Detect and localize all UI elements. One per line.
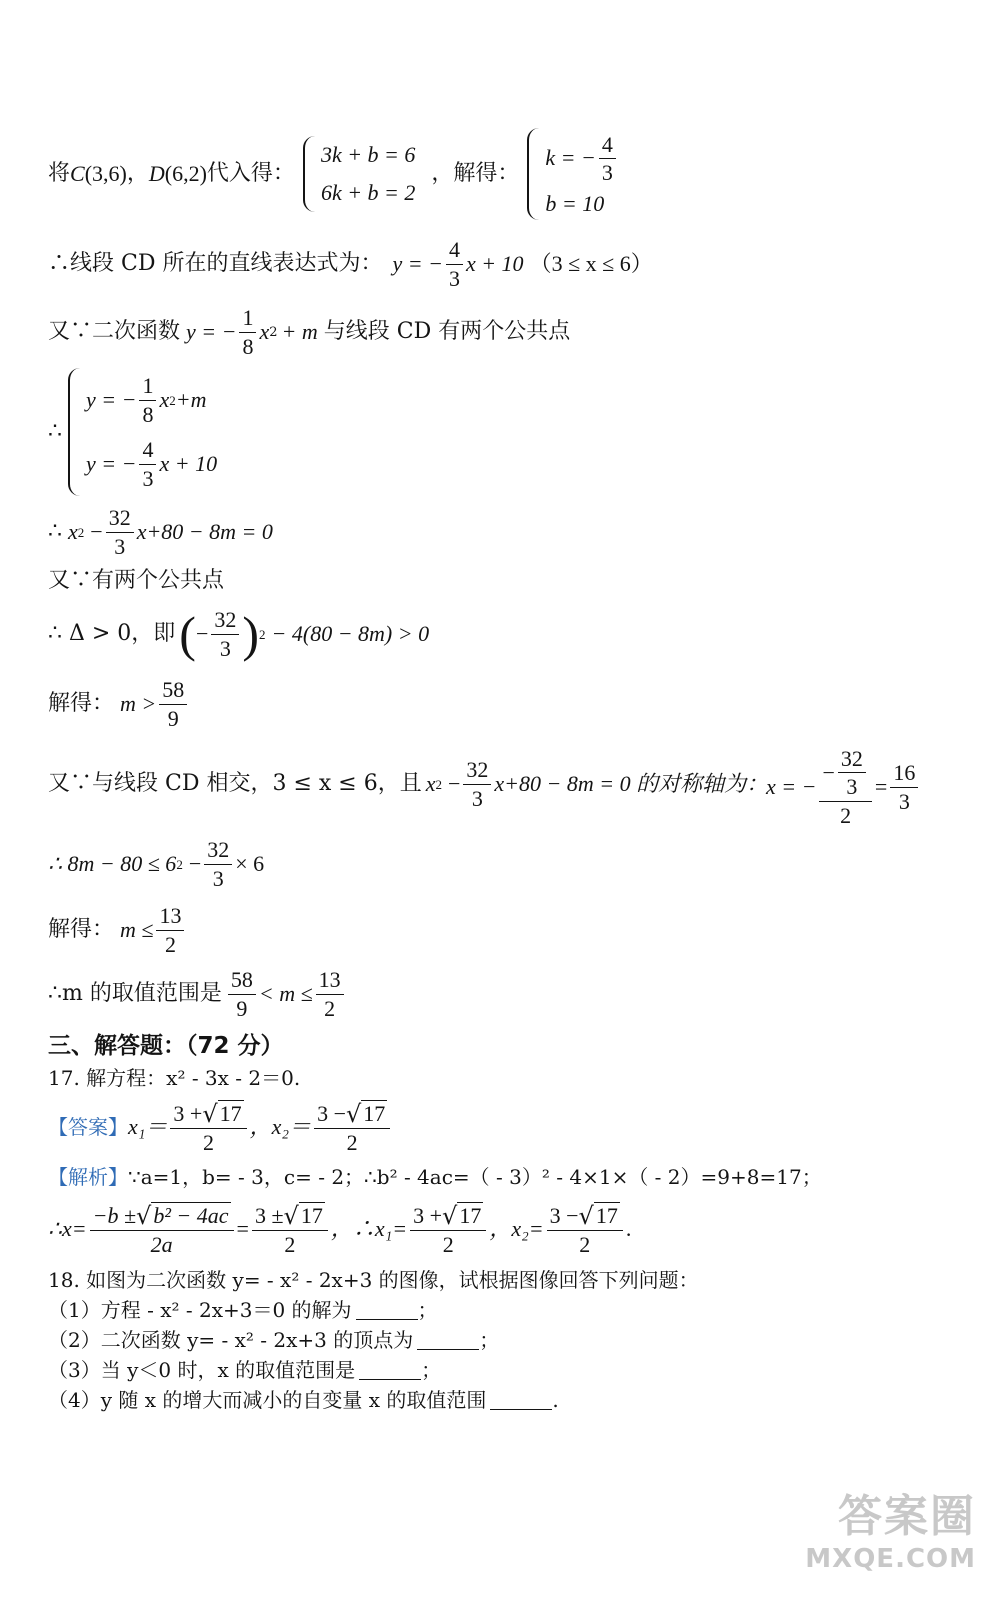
fraction (159, 678, 187, 729)
radicand: 17 (459, 1203, 482, 1229)
answer-blank[interactable] (417, 1331, 479, 1350)
fraction (139, 438, 156, 489)
text: y = − (186, 319, 237, 344)
text: 又∵二次函数 (48, 319, 181, 344)
fraction (410, 1202, 486, 1255)
denominator: 8 (242, 333, 254, 359)
denominator: 3 (471, 785, 483, 811)
text: ∴ Δ > 0，即 (48, 621, 176, 646)
numerator: 32 (204, 838, 232, 864)
line-quadratic (48, 304, 570, 360)
text: 代入得： (206, 161, 295, 186)
denominator: 2 (164, 931, 176, 957)
text: 解得： (48, 691, 115, 716)
exponent: 2 (269, 324, 278, 340)
numerator: 32 (838, 747, 866, 773)
fraction (156, 904, 184, 955)
numerator: 4 (599, 133, 616, 159)
text: 3 − (549, 1203, 579, 1229)
question-18-part-3 (48, 1358, 441, 1382)
radical-sign: √ (578, 1201, 594, 1230)
equation-system-1 (303, 136, 415, 212)
fraction (139, 374, 156, 425)
fraction (170, 1100, 246, 1153)
answer-blank[interactable] (356, 1301, 418, 1320)
fraction (239, 306, 256, 357)
radicand: 17 (219, 1101, 242, 1127)
text: ∴ 8m − 80 ≤ 6 (48, 851, 177, 876)
text: 又∵有两个公共点 (48, 568, 225, 593)
denominator: 3 (212, 865, 224, 891)
text: k = − (545, 145, 596, 171)
denominator: 2 (203, 1129, 215, 1155)
brace (303, 136, 315, 212)
numerator: 4 (139, 438, 156, 464)
watermark-url: MXQE.COM (805, 1544, 976, 1574)
equation-system-3 (68, 368, 217, 496)
answer-tag: 【答案】 (48, 1115, 128, 1139)
radicand: 17 (300, 1203, 323, 1229)
denominator: 2 (324, 995, 336, 1021)
text: 3 ± (254, 1203, 284, 1229)
question-18-part-4 (48, 1388, 559, 1412)
fraction (228, 968, 256, 1019)
radical-sign: √ (442, 1201, 458, 1230)
paren: ) (242, 606, 260, 662)
fraction (599, 133, 616, 184)
text: y = − (86, 451, 137, 476)
equation-row: b = 10 (545, 191, 605, 217)
numerator (410, 1202, 486, 1230)
text: （2）二次函数 y= - x² - 2x+3 的顶点为 (48, 1328, 414, 1352)
fraction (106, 506, 134, 557)
numerator (819, 747, 871, 801)
denominator: 3 (601, 159, 613, 185)
text: 又∵与线段 CD 相交，3 ≤ x ≤ 6，且 (48, 771, 422, 796)
numerator (252, 1202, 328, 1230)
text: +m (175, 387, 207, 412)
fraction (90, 1202, 234, 1255)
text: x (68, 519, 78, 544)
denominator: 3 (898, 788, 910, 814)
exponent: 2 (435, 776, 442, 792)
watermark-text: 答案圈 (838, 1491, 976, 1542)
equation-row: 6k + b = 2 (320, 180, 416, 205)
sqrt (442, 1201, 483, 1230)
fraction (316, 968, 344, 1019)
brace (527, 128, 539, 220)
text: x+80 − 8m = 0 的对称轴为： (494, 771, 769, 796)
exponent: 2 (176, 856, 183, 872)
numerator: 58 (159, 678, 187, 704)
numerator: 13 (156, 904, 184, 930)
fraction (890, 761, 918, 812)
text: 3 + (173, 1101, 203, 1127)
numerator: 32 (211, 608, 239, 634)
numerator: 1 (139, 374, 156, 400)
denominator: 2 (840, 802, 852, 828)
text: ，x₂＝ (249, 1114, 312, 1139)
text: x + 10 (159, 451, 218, 476)
text: − (195, 621, 209, 646)
text: （3 ≤ x ≤ 6） (529, 251, 653, 276)
text: ， (126, 161, 149, 186)
radicand: 17 (363, 1101, 386, 1127)
denominator: 3 (448, 265, 460, 291)
fraction (314, 1100, 390, 1153)
equation-system-2 (527, 128, 618, 220)
denominator: 3 (219, 635, 231, 661)
text: x + 10 (465, 251, 524, 276)
line-inequality (48, 836, 264, 892)
line-substitute (48, 128, 619, 220)
denominator: 3 (846, 774, 858, 800)
question-18: 18. 如图为二次函数 y= - x² - 2x+3 的图像，试根据图像回答下列问题： (48, 1268, 699, 1292)
watermark-logo (805, 1480, 976, 1574)
text: ； (479, 1328, 500, 1352)
analysis-17 (48, 1164, 822, 1190)
denominator: 2 (579, 1231, 591, 1257)
text: 解得： (48, 917, 115, 942)
exponent: 2 (169, 392, 176, 408)
sqrt (578, 1201, 620, 1230)
text: − (822, 760, 835, 786)
question-18-part-2 (48, 1328, 499, 1352)
text: . (552, 1388, 559, 1412)
text: = (874, 774, 888, 799)
denominator: 9 (236, 995, 248, 1021)
axis-of-symmetry-formula (766, 742, 921, 832)
question-18-part-1 (48, 1298, 438, 1322)
answer-blank[interactable] (359, 1361, 421, 1380)
text: ∵a=1，b= - 3，c= - 2；∴b² - 4ac=（ - 3）² - 4×1×（ - 2）=9+8=17； (128, 1165, 822, 1189)
radical-sign: √ (202, 1099, 218, 1128)
text: = (236, 1216, 249, 1241)
text: −b ± (92, 1203, 137, 1229)
numerator (547, 1202, 623, 1230)
text: m > (120, 691, 157, 716)
point-c: C (70, 161, 85, 186)
fraction (463, 758, 491, 809)
equation-row: 3k + b = 6 (320, 142, 416, 167)
text: − (188, 851, 202, 876)
denominator: 3 (114, 533, 126, 559)
sqrt (136, 1201, 231, 1230)
sqrt (202, 1099, 243, 1128)
text: x (259, 319, 270, 344)
numerator (170, 1100, 246, 1128)
text: ∴x= (48, 1216, 87, 1241)
line-m-range (48, 966, 347, 1022)
text: ，解得： (431, 161, 520, 186)
text: m ≤ (120, 917, 154, 942)
radical-sign: √ (345, 1099, 362, 1128)
text: . (625, 1216, 632, 1241)
fraction (204, 838, 232, 889)
numerator: 16 (890, 761, 918, 787)
point-c-coord: (3,6) (84, 161, 127, 186)
text: （1）方程 - x² - 2x+3＝0 的解为 (48, 1298, 352, 1322)
numerator: 13 (316, 968, 344, 994)
paren: ( (179, 606, 196, 662)
numerator: 58 (228, 968, 256, 994)
radicand: 17 (595, 1203, 618, 1229)
radicand: b² − 4ac (153, 1203, 229, 1229)
denominator: 2 (442, 1231, 454, 1257)
text: 3 + (413, 1203, 443, 1229)
line-combined-equation (48, 504, 273, 560)
line-system (48, 368, 217, 496)
denominator: 2 (346, 1129, 358, 1155)
text: ∴ (48, 519, 62, 544)
text: + m (281, 319, 318, 344)
fraction (446, 238, 463, 289)
text: ； (421, 1358, 442, 1382)
sqrt (345, 1099, 387, 1128)
text: （4）y 随 x 的增大而减小的自变量 x 的取值范围 (48, 1388, 487, 1412)
exponent: 2 (77, 524, 85, 540)
line-axis-of-symmetry (48, 756, 768, 812)
fraction (252, 1202, 328, 1255)
text: y = − (392, 251, 443, 276)
denominator: 2 (284, 1231, 296, 1257)
line-linear-expression (48, 236, 653, 292)
denominator: 9 (167, 705, 179, 731)
text: × 6 (235, 851, 265, 876)
denominator: 8 (142, 401, 154, 427)
text: y = − (86, 387, 137, 412)
numerator: 4 (446, 238, 463, 264)
text: 将 (48, 161, 71, 186)
equation-row (86, 438, 217, 489)
text: < m ≤ (258, 981, 313, 1006)
numerator: 1 (239, 306, 256, 332)
text: − (447, 771, 461, 796)
point-d-coord: (6,2) (164, 161, 207, 186)
text: ∴线段 CD 所在的直线表达式为： (48, 251, 383, 276)
text: ； (417, 1298, 438, 1322)
exponent: 2 (259, 626, 266, 642)
denominator: 3 (142, 465, 154, 491)
denominator: 2a (150, 1231, 173, 1257)
fraction (838, 747, 866, 798)
text: x₁＝ (128, 1114, 168, 1139)
sqrt (283, 1201, 325, 1230)
question-17: 17. 解方程：x² - 3x - 2＝0. (48, 1066, 301, 1090)
text: x (425, 771, 436, 796)
radical-sign: √ (136, 1201, 152, 1230)
numerator (314, 1100, 390, 1128)
numerator: 32 (106, 506, 134, 532)
brace (68, 368, 80, 496)
compound-fraction (819, 747, 871, 826)
equation-row (86, 374, 217, 425)
text: ∴m 的取值范围是 (48, 981, 222, 1006)
equation-row (545, 133, 618, 184)
line-solve-m-lower (48, 676, 190, 732)
text: ∴ (48, 419, 62, 444)
answer-blank[interactable] (490, 1391, 552, 1410)
text: − 4(80 − 8m) > 0 (271, 621, 430, 646)
text: ，x₂= (489, 1216, 544, 1241)
answer-17 (48, 1096, 393, 1158)
numerator (90, 1202, 234, 1230)
line-two-points (48, 568, 224, 594)
section-heading: 三、解答题：（72 分） (48, 1032, 284, 1059)
text: 与线段 CD 有两个公共点 (323, 319, 571, 344)
line-discriminant (48, 604, 429, 664)
analysis-tag: 【解析】 (48, 1165, 128, 1189)
text: ，∴x₁= (330, 1216, 408, 1241)
numerator: 32 (463, 758, 491, 784)
analysis-17-formula (48, 1196, 631, 1262)
text: （3）当 y＜0 时，x 的取值范围是 (48, 1358, 356, 1382)
text: x (159, 387, 170, 412)
text: x+80 − 8m = 0 (136, 519, 273, 544)
fraction (211, 608, 239, 659)
line-solve-m-upper (48, 902, 187, 958)
point-d: D (148, 161, 165, 186)
text: 3 − (317, 1101, 346, 1127)
radical-sign: √ (283, 1201, 299, 1230)
fraction (547, 1202, 623, 1255)
text: − (90, 519, 103, 544)
text: x = − (766, 774, 817, 799)
